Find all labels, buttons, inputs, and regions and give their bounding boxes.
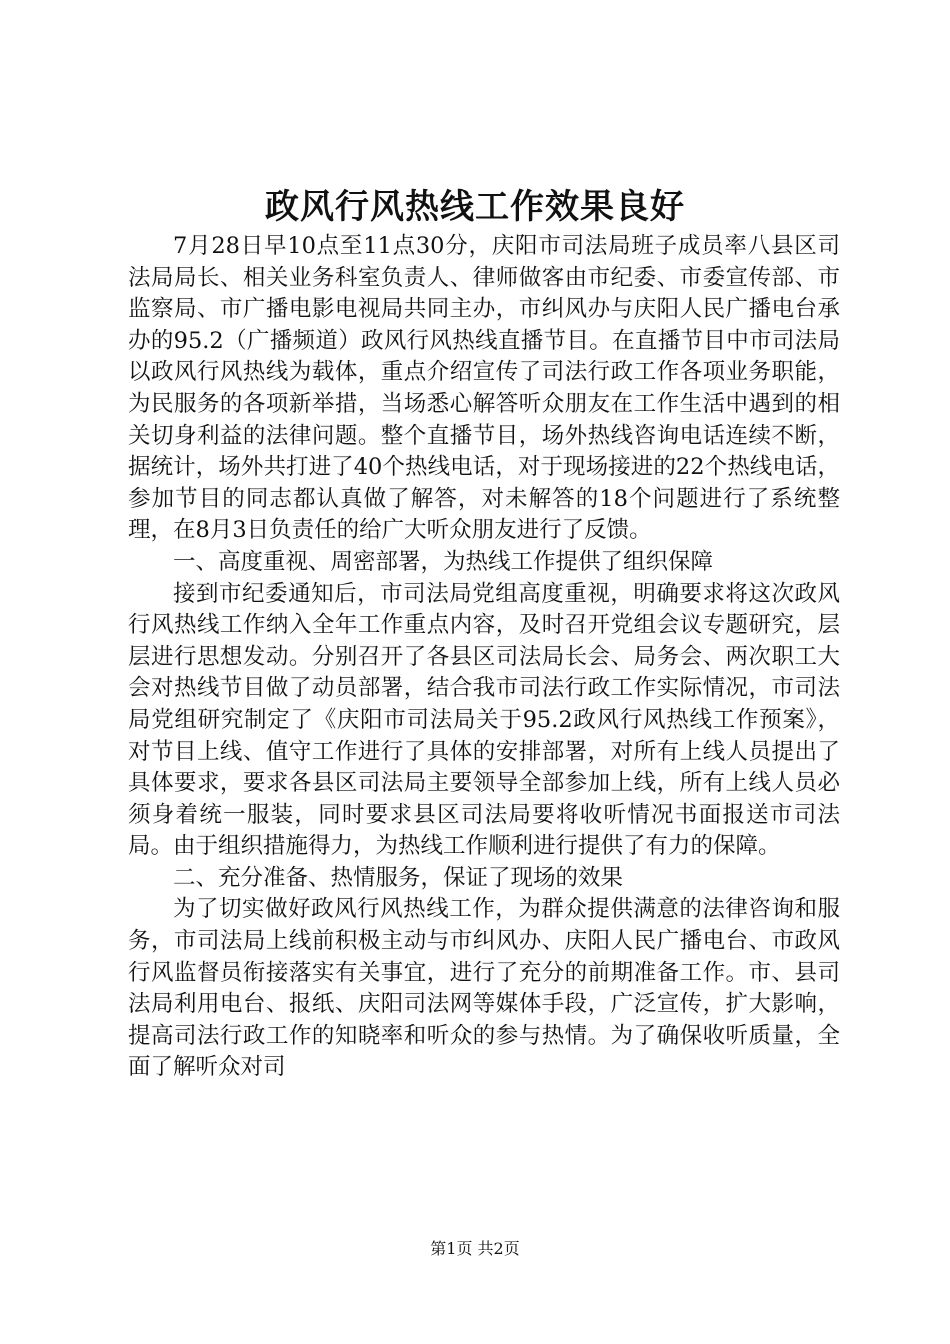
page-footer: 第1页 共2页 — [430, 1239, 520, 1258]
section-heading-1: 一、高度重视、周密部署，为热线工作提供了组织保障 — [173, 548, 714, 575]
paragraph-section-2: 为了切实做好政风行风热线工作，为群众提供满意的法律咨询和服务，市司法局上线前积极主动与市纠风办、庆阳人民广播电台、市政风行风监督员衔接落实有关事宜，进行了充分的前期准备工作。市、县司法局利用电台、报纸、庆阳司法网等媒体手段，广泛宣传，扩大影响，提高司法行政工作的知晓率和听众的参与热情。为了确保收听质量，全面了解听众对司 — [128, 896, 840, 1081]
paragraph-section-1: 接到市纪委通知后，市司法局党组高度重视，明确要求将这次政风行风热线工作纳入全年工作重点内容，及时召开党组会议专题研究，层层进行思想发动。分别召开了各县区司法局长会、局务会、两次职工大会对热线节目做了动员部署，结合我市司法行政工作实际情况，市司法局党组研究制定了《庆阳市司法局关于95.2政风行风热线工作预案》，对节目上线、值守工作进行了具体的安排部署，对所有上线人员提出了具体要求，要求各县区司法局主要领导全部参加上线，所有上线人员必须身着统一服装，同时要求县区司法局要将收听情况书面报送市司法局。由于组织措施得力，为热线工作顺利进行提供了有力的保障。 — [128, 580, 840, 860]
document-body — [128, 231, 840, 1084]
section-heading-2: 二、充分准备、热情服务，保证了现场的效果 — [173, 864, 624, 891]
paragraph-intro: 7月28日早10点至11点30分，庆阳市司法局班子成员率八县区司法局局长、相关业务科室负责人、律师做客由市纪委、市委宣传部、市监察局、市广播电影电视局共同主办，市纠风办与庆阳人民广播电台承办的95.2（广播频道）政风行风热线直播节目。在直播节目中市司法局以政风行风热线为载体，重点介绍宣传了司法行政工作各项业务职能，为民服务的各项新举措，当场悉心解答听众朋友在工作生活中遇到的相关切身利益的法律问题。整个直播节目，场外热线咨询电话连续不断，据统计，场外共打进了40个热线电话，对于现场接进的22个热线电话，参加节目的同志都认真做了解答，对未解答的18个问题进行了系统整理，在8月3日负责任的给广大听众朋友进行了反馈。 — [128, 233, 840, 544]
document-title: 政风行风热线工作效果良好 — [265, 187, 685, 227]
